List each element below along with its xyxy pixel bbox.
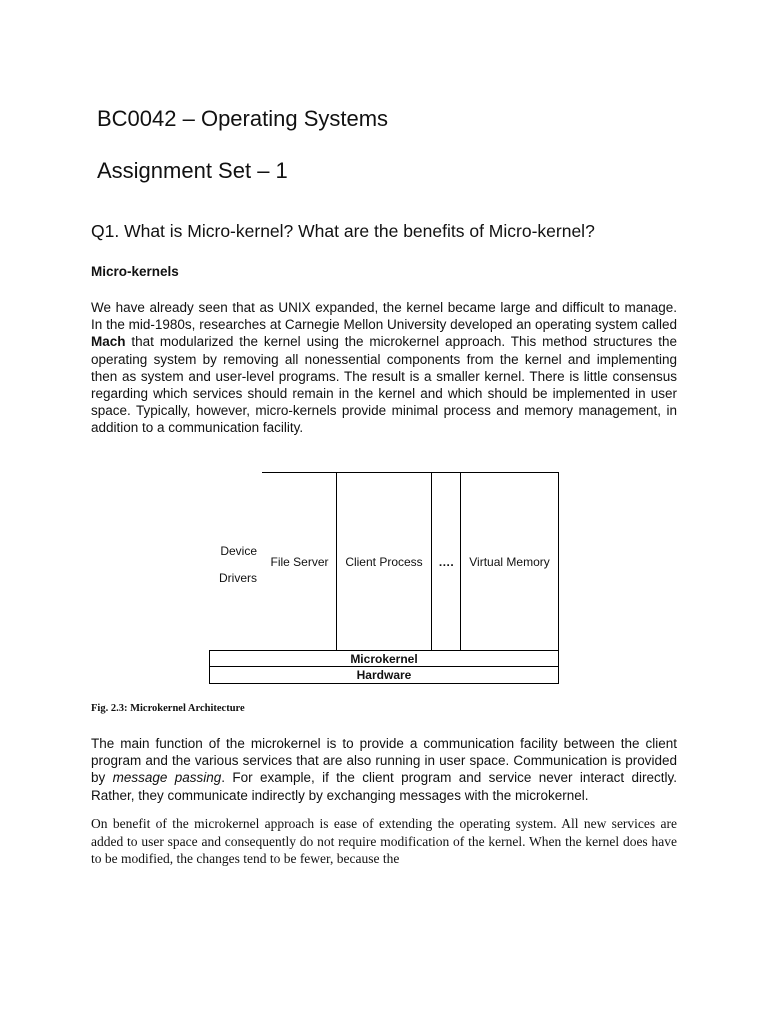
microkernel-strip [209,650,559,667]
figure-caption: Fig. 2.3: Microkernel Architecture [91,703,245,714]
paragraph-intro-text-b: that modularized the kernel using the microkernel approach. This method structures the operating system by removing all nonessential components from the kernel and implementing then as system and user-level programs. The result is a smaller kernel. There is little consensus regarding which services should remain in the kernel and which should be implemented in user space. Typically, however, micro-kernels provide minimal process and memory management, in addition to a communication facility. [91,334,677,436]
mach-term: Mach [91,334,126,350]
microkernel-label: Microkernel [350,651,418,666]
hardware-strip [209,666,559,684]
device-drivers-line-1: Device [220,544,257,558]
virtual-memory-label: Virtual Memory [469,554,550,569]
paragraph-function-text-a: The main function of the microkernel is to provide a communication facility between the client program and the various services that are also running in user space. Communication is provided by [91,736,677,786]
assignment-subtitle: Assignment Set – 1 [97,158,288,183]
hardware-label: Hardware [356,668,412,682]
ellipsis-label: …. [438,554,454,569]
paragraph-function-text-b: . For example, if the client program and service never interact directly. Rather, they communicate indirectly by exchanging messages with the microkernel. [91,770,677,803]
document-title: BC0042 – Operating Systems [97,106,389,131]
paragraph-intro [91,299,677,437]
client-process-box [336,472,432,651]
virtual-memory-box [460,472,559,651]
section-heading: Micro-kernels [91,264,179,279]
message-passing-term: message passing [112,770,222,786]
file-server-label: File Server [270,554,329,569]
paragraph-intro-text-a: We have already seen that as UNIX expanded, the kernel became large and difficult to manage. In the mid-1980s, researches at Carnegie Mellon University developed an operating system called [91,300,677,333]
device-drivers-line-2: Drivers [219,571,257,585]
ellipsis-box [431,472,461,651]
file-server-box [262,472,337,651]
paragraph-benefit: On benefit of the microkernel approach is ease of extending the operating system. All new services are added to user space and consequently do not require modification of the kernel. When the kernel does have to be modified, the changes tend to be fewer, because the [91,816,677,866]
paragraph-function [91,735,677,804]
question-heading: Q1. What is Micro-kernel? What are the benefits of Micro-kernel? [91,221,595,241]
device-drivers-label [205,538,257,592]
client-process-label: Client Process [345,554,423,569]
